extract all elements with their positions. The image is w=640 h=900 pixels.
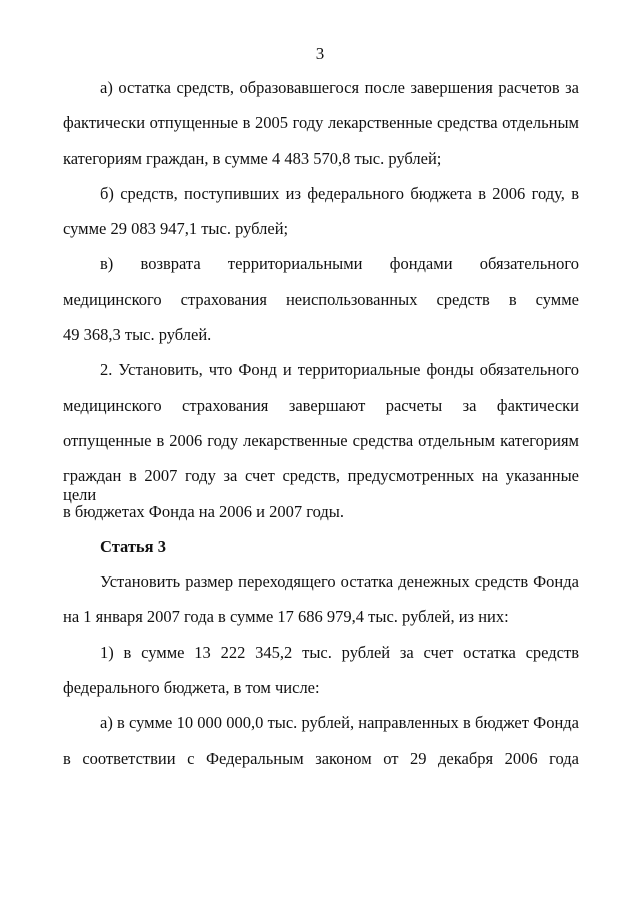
text-line: 2. Установить, что Фонд и территориальные фонды обязательного (100, 360, 579, 380)
text-line: граждан в 2007 году за счет средств, предусмотренных на указанные цели (63, 466, 579, 505)
text-line: отпущенные в 2006 году лекарственные средства отдельным категориям (63, 430, 579, 450)
text-line: в) возврата территориальными фондами обязательного (100, 254, 579, 274)
text-line: 1) в сумме 13 222 345,2 тыс. рублей за счет остатка средств (100, 642, 579, 662)
text-line: в соответствии с Федеральным законом от 29 декабря 2006 года (63, 748, 579, 768)
text-line: в бюджетах Фонда на 2006 и 2007 годы. (63, 501, 344, 521)
page-number: 3 (315, 44, 325, 63)
text-line: Установить размер переходящего остатка денежных средств Фонда (100, 572, 579, 592)
text-line: категориям граждан, в сумме 4 483 570,8 тыс. рублей; (63, 148, 442, 168)
text-line: б) средств, поступивших из федерального бюджета в 2006 году, в (100, 183, 579, 203)
text-line: федерального бюджета, в том числе: (63, 678, 320, 698)
document-body (63, 78, 579, 784)
article-heading: Статья 3 (100, 536, 166, 556)
text-line: сумме 29 083 947,1 тыс. рублей; (63, 219, 289, 239)
text-line: медицинского страхования неиспользованных средств в сумме (63, 289, 579, 309)
text-line: на 1 января 2007 года в сумме 17 686 979,4 тыс. рублей, из них: (63, 607, 509, 627)
text-line: фактически отпущенные в 2005 году лекарственные средства отдельным (63, 113, 579, 133)
text-line: 49 368,3 тыс. рублей. (63, 325, 212, 345)
text-line: а) остатка средств, образовавшегося после завершения расчетов за (100, 78, 579, 97)
text-line: медицинского страхования завершают расчеты за фактически (63, 395, 579, 415)
text-line: а) в сумме 10 000 000,0 тыс. рублей, направленных в бюджет Фонда (100, 713, 579, 733)
